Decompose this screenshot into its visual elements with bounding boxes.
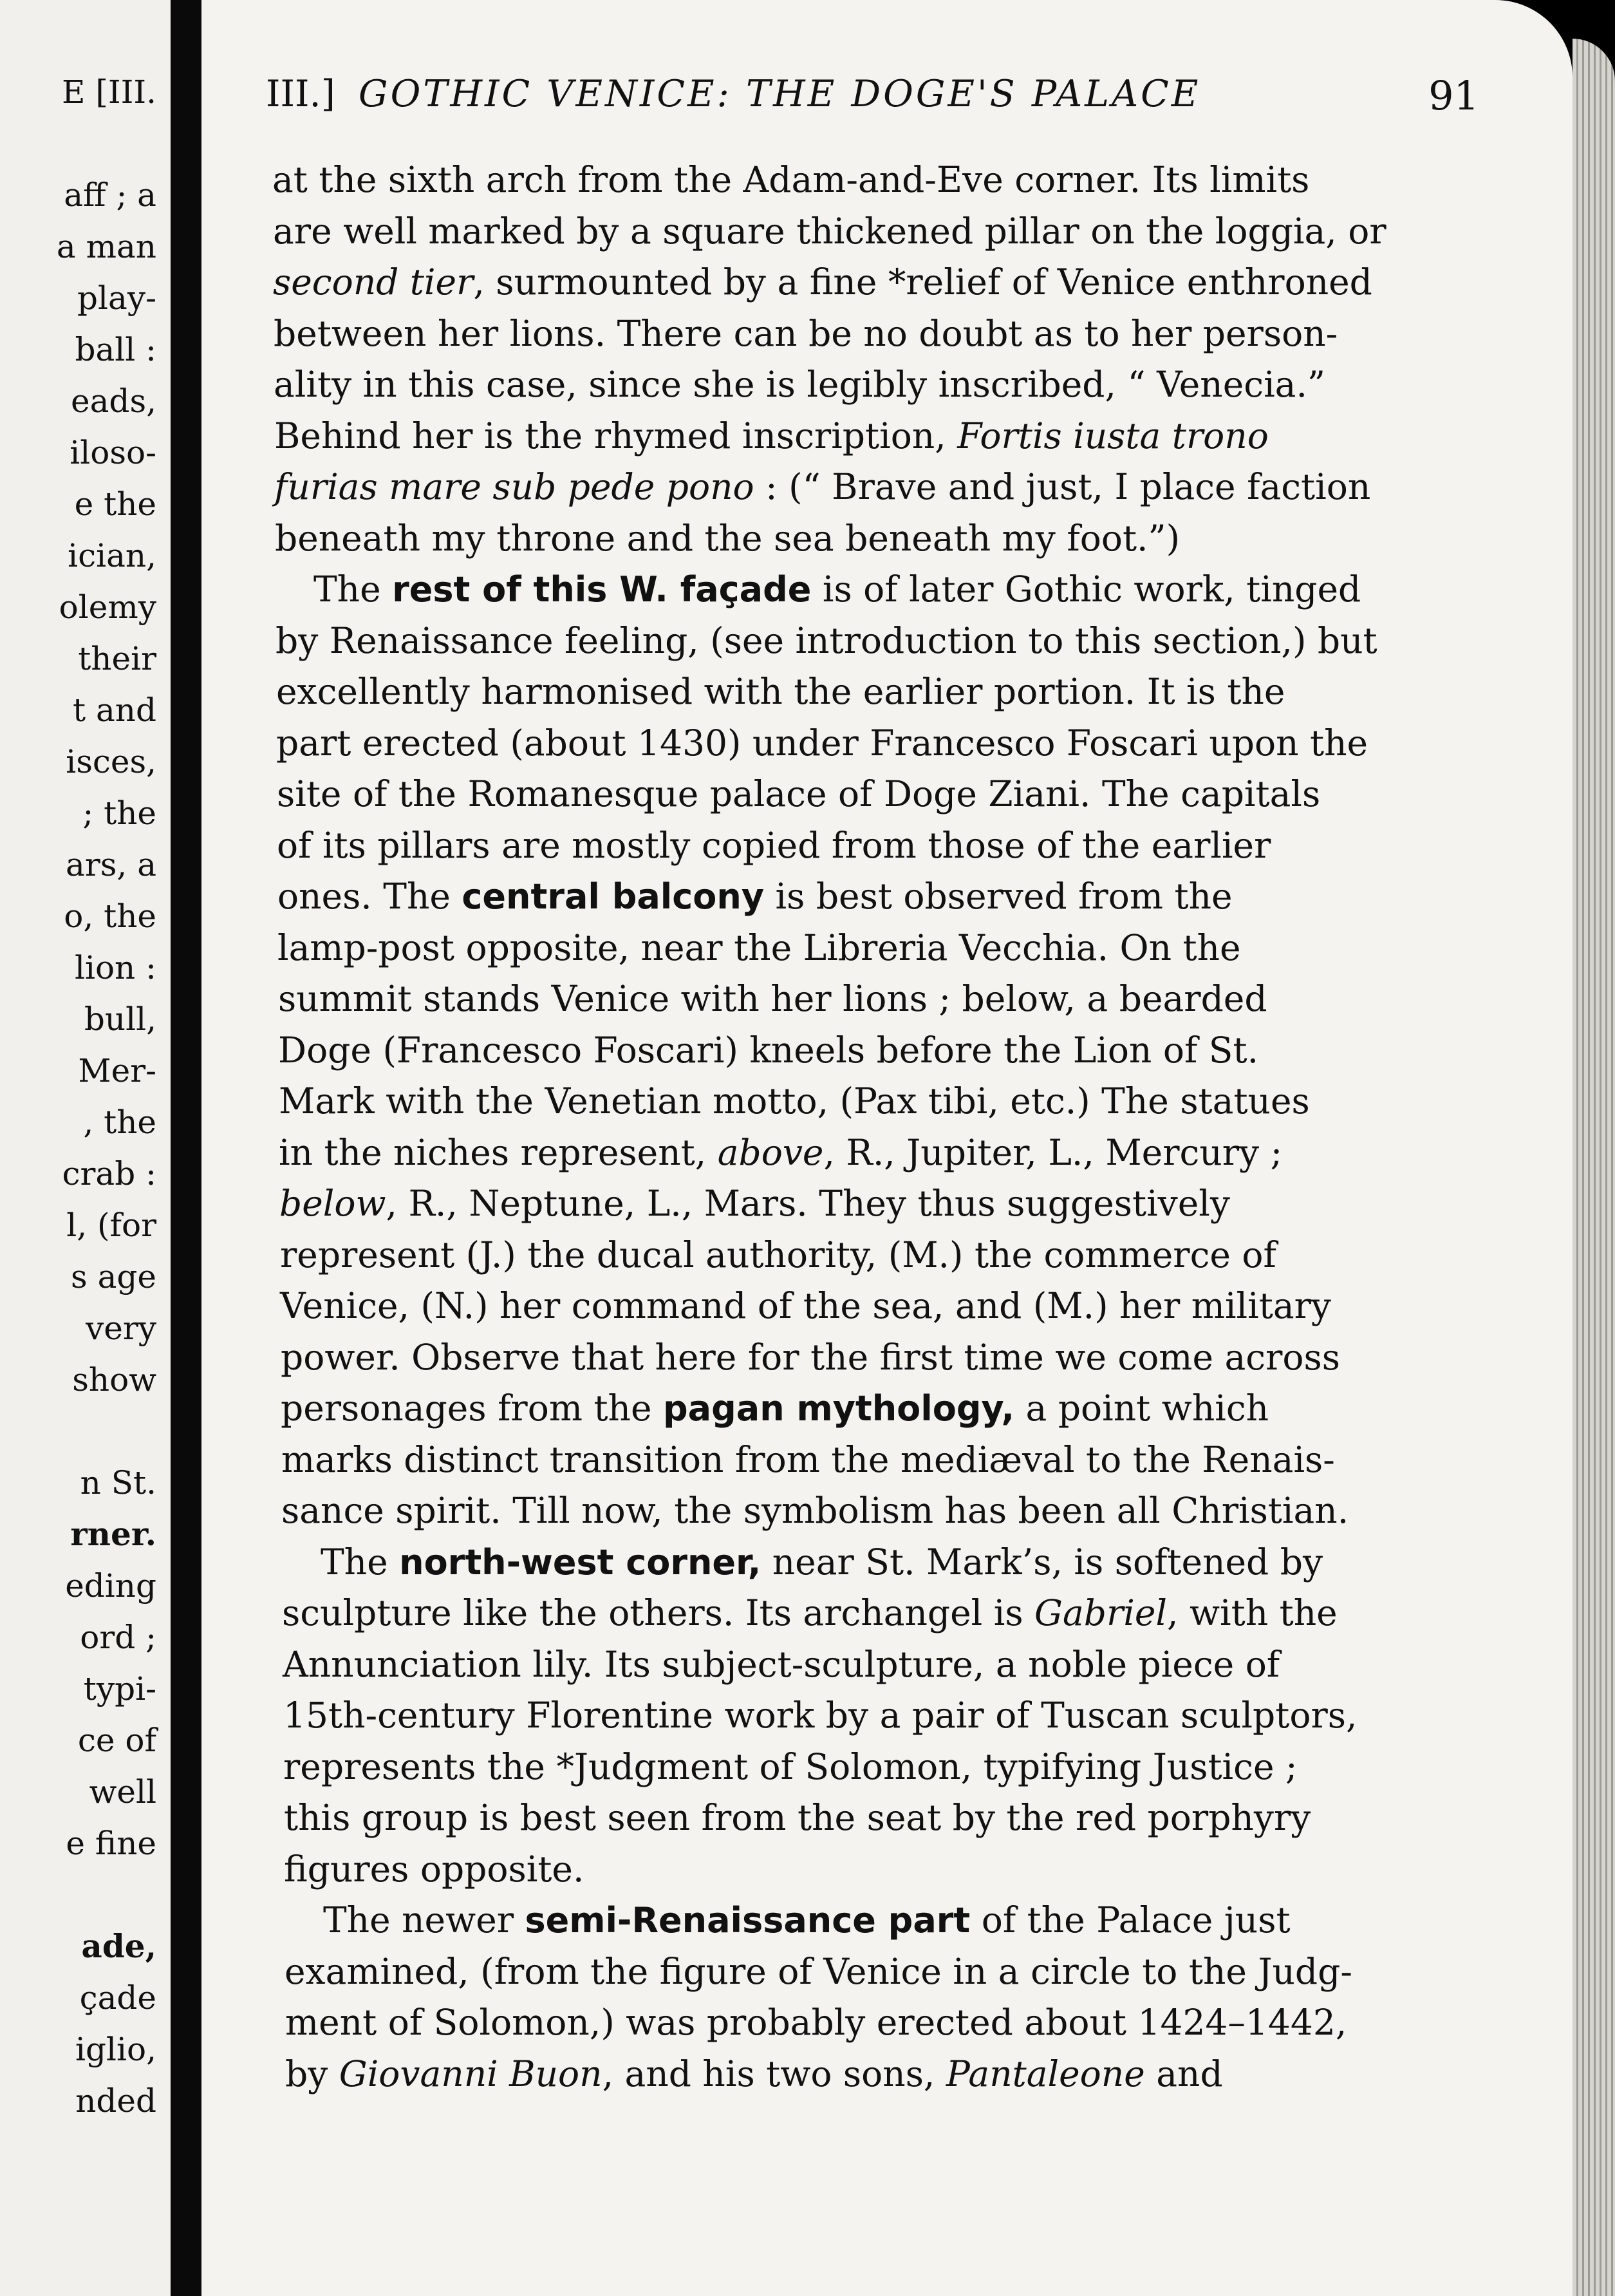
left-page-line: t and <box>72 692 156 729</box>
left-page-line: aff ; a <box>64 176 156 214</box>
text-run: is best observed from the <box>764 876 1233 917</box>
text-run: and <box>1144 2053 1223 2094</box>
text-line <box>283 1746 1298 1787</box>
text-run: between her lions. There can be no doubt as to her person- <box>274 313 1338 354</box>
text-line <box>280 1285 1331 1326</box>
running-head-title: GOTHIC VENICE: THE DOGE'S PALACE <box>359 73 1201 115</box>
text-line <box>277 876 1233 917</box>
text-run: of the Palace just <box>970 1899 1291 1941</box>
text-line <box>279 1132 1283 1173</box>
previous-page-fragment <box>0 0 171 2296</box>
text-line <box>281 1490 1349 1531</box>
left-page-line: show <box>72 1361 156 1398</box>
bold-run: pagan mythology, <box>663 1388 1015 1429</box>
italic-run: Pantaleone <box>946 2053 1145 2094</box>
left-page-line: e the <box>74 485 156 523</box>
left-page-line: play- <box>77 279 156 317</box>
left-page-line: s age <box>71 1258 156 1295</box>
text-run: lamp-post opposite, near the Libreria Vecchia. On the <box>277 927 1241 968</box>
text-line <box>280 1234 1276 1275</box>
italic-run: second tier <box>273 261 474 303</box>
text-run: summit stands Venice with her lions ; below, a bearded <box>278 978 1267 1019</box>
left-page-line: ade, <box>81 1927 156 1965</box>
text-line <box>321 1541 1323 1583</box>
left-page-line: çade <box>79 1979 156 2017</box>
text-line <box>284 1797 1311 1838</box>
text-run: marks distinct transition from the mediæval to the Renais- <box>281 1439 1335 1480</box>
left-page-line: ; the <box>82 795 156 832</box>
text-line <box>282 1592 1338 1633</box>
text-run: a point which <box>1014 1388 1269 1429</box>
left-page-line: ball : <box>75 331 156 368</box>
text-run: Behind her is the rhymed inscription, <box>274 415 958 456</box>
left-page-line: well <box>89 1773 156 1811</box>
text-line <box>283 1644 1280 1685</box>
text-run: ones. The <box>277 876 462 917</box>
left-page-line: l, (for <box>66 1207 156 1244</box>
text-run: by <box>285 2053 339 2094</box>
text-run: , with the <box>1167 1592 1338 1633</box>
left-page-line: n St. <box>80 1464 156 1501</box>
italic-run: furias mare sub pede pono <box>274 466 754 507</box>
left-page-line: ars, a <box>66 846 156 883</box>
text-line <box>281 1337 1340 1378</box>
text-run: 15th-century Florentine work by a pair of Tuscan sculptors, <box>283 1695 1358 1736</box>
italic-run: Giovanni Buon <box>339 2053 602 2094</box>
text-line <box>313 569 1361 610</box>
bold-run: rest of this W. façade <box>392 569 812 610</box>
running-head <box>266 72 1479 119</box>
left-page-line: rner. <box>70 1515 156 1553</box>
text-line <box>281 1388 1269 1429</box>
text-line <box>279 1080 1310 1122</box>
left-page-line: their <box>78 640 156 677</box>
left-page-line: a man <box>56 228 156 265</box>
text-run: Venice, (N.) her command of the sea, and (M.) her military <box>280 1285 1331 1326</box>
bold-run: north-west corner, <box>399 1542 761 1583</box>
text-run: : (“ Brave and just, I place faction <box>754 466 1371 507</box>
text-run: , R., Neptune, L., Mars. They thus suggestively <box>386 1183 1230 1224</box>
text-line <box>285 2002 1347 2043</box>
text-line <box>274 364 1326 405</box>
text-run: Annunciation lily. Its subject-sculpture, a noble piece of <box>283 1644 1280 1685</box>
left-page-line: very <box>86 1310 156 1347</box>
text-line <box>273 211 1386 252</box>
text-line <box>272 159 1310 200</box>
left-page-line: nded <box>75 2082 156 2120</box>
text-line <box>284 1849 584 1890</box>
text-line <box>277 773 1321 814</box>
text-line <box>276 671 1285 712</box>
left-page-line: o, the <box>64 898 156 935</box>
text-run: site of the Romanesque palace of Doge Ziani. The capitals <box>277 773 1321 814</box>
text-run: , surmounted by a fine *relief of Venice enthroned <box>473 261 1372 303</box>
page-edges <box>1573 39 1615 2296</box>
text-run: near St. Mark’s, is softened by <box>761 1541 1323 1583</box>
text-line <box>274 415 1269 456</box>
text-run: figures opposite. <box>284 1849 584 1890</box>
left-page-line: iglio, <box>75 2031 156 2068</box>
italic-run: Gabriel <box>1034 1592 1168 1633</box>
text-run: Doge (Francesco Foscari) kneels before the Lion of St. <box>278 1030 1259 1071</box>
left-page-line: eads, <box>71 382 156 420</box>
left-page-line: isces, <box>66 743 156 780</box>
text-run: The <box>313 569 393 610</box>
book-gutter <box>171 0 201 2296</box>
text-line <box>273 261 1372 303</box>
text-run: this group is best seen from the seat by the red porphyry <box>284 1797 1311 1838</box>
text-run: by Renaissance feeling, (see introduction to this section,) but <box>275 620 1377 661</box>
italic-run: Fortis iusta trono <box>957 415 1269 456</box>
text-run: beneath my throne and the sea beneath my foot.”) <box>275 518 1181 559</box>
left-page-line: E [III. <box>61 73 156 111</box>
left-page-line: ord ; <box>80 1619 156 1656</box>
text-run: excellently harmonised with the earlier portion. It is the <box>276 671 1285 712</box>
text-run: Mark with the Venetian motto, (Pax tibi, etc.) The statues <box>279 1080 1310 1122</box>
text-line <box>323 1899 1291 1941</box>
text-line <box>274 466 1371 507</box>
text-run: is of later Gothic work, tinged <box>811 569 1361 610</box>
text-run: at the sixth arch from the Adam-and-Eve corner. Its limits <box>272 159 1310 200</box>
text-line <box>279 1183 1230 1224</box>
left-page-line: ce of <box>77 1722 156 1759</box>
left-page-line: iloso- <box>70 434 156 471</box>
bold-run: central balcony <box>462 876 765 917</box>
italic-run: above <box>717 1132 824 1173</box>
page-number: 91 <box>1428 72 1479 119</box>
chapter-marker: III.] <box>266 73 335 115</box>
left-page-line: lion : <box>74 949 156 986</box>
text-line <box>278 1030 1259 1071</box>
left-page-line: bull, <box>84 1001 156 1038</box>
text-run: , R., Jupiter, L., Mercury ; <box>823 1132 1283 1173</box>
text-run: power. Observe that here for the first time we come across <box>281 1337 1340 1378</box>
text-run: part erected (about 1430) under Francesco Foscari upon the <box>276 722 1368 764</box>
text-run: represents the *Judgment of Solomon, typifying Justice ; <box>283 1746 1298 1787</box>
text-run: sance spirit. Till now, the symbolism has been all Christian. <box>281 1490 1349 1531</box>
text-run: , and his two sons, <box>602 2053 946 2094</box>
text-line <box>283 1695 1358 1736</box>
text-line <box>277 927 1241 968</box>
left-page-line: crab : <box>62 1155 156 1192</box>
text-run: of its pillars are mostly copied from those of the earlier <box>277 825 1271 866</box>
text-line <box>274 313 1338 354</box>
text-run: represent (J.) the ducal authority, (M.) the commerce of <box>280 1234 1276 1275</box>
book-page <box>201 0 1573 2296</box>
left-page-line: typi- <box>83 1670 156 1708</box>
text-run: The <box>321 1541 400 1583</box>
text-run: are well marked by a square thickened pillar on the loggia, or <box>273 211 1386 252</box>
text-line <box>277 825 1271 866</box>
text-line <box>276 722 1368 764</box>
left-page-line: olemy <box>59 588 156 626</box>
left-page-line: Mer- <box>78 1052 156 1089</box>
text-run: sculpture like the others. Its archangel is <box>282 1592 1035 1633</box>
text-line <box>275 518 1181 559</box>
text-run: in the niches represent, <box>279 1132 718 1173</box>
text-line <box>285 1951 1352 1992</box>
left-page-line: ician, <box>68 537 156 574</box>
text-line <box>275 620 1377 661</box>
text-run: personages from the <box>281 1388 664 1429</box>
text-line <box>281 1439 1335 1480</box>
left-page-line: , the <box>83 1104 156 1141</box>
text-line <box>285 2053 1223 2094</box>
text-run: ment of Solomon,) was probably erected about 1424–1442, <box>285 2002 1347 2043</box>
italic-run: below <box>279 1183 386 1224</box>
bold-run: semi-Renaissance part <box>525 1900 971 1941</box>
left-page-line: eding <box>65 1567 156 1604</box>
text-line <box>278 978 1267 1019</box>
left-page-line: e fine <box>66 1825 156 1862</box>
text-run: examined, (from the figure of Venice in a circle to the Judg- <box>285 1951 1352 1992</box>
text-run: ality in this case, since she is legibly inscribed, “ Venecia.” <box>274 364 1326 405</box>
text-run: The newer <box>323 1899 525 1941</box>
